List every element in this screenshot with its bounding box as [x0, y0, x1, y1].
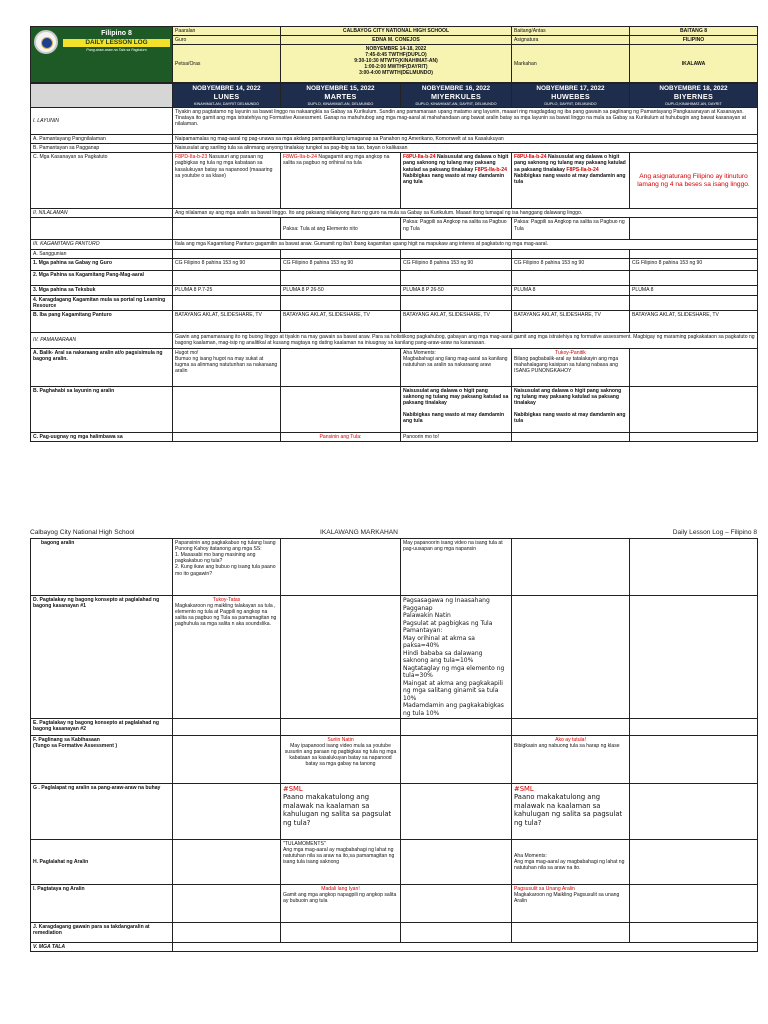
iba-pang-kagamitan-day-4: BATAYANG AKLAT, SLIDESHARE, TV — [512, 310, 630, 332]
teksbuk-label: 3. Mga pahina sa Teksbuk — [31, 285, 173, 295]
kasanayan-label: C. Mga Kasanayan sa Pagkatuto — [31, 153, 173, 209]
markahan-label: Markahan — [512, 45, 630, 83]
logo-block — [31, 27, 173, 83]
paglalapat-label: G . Paglalapat ng aralin sa pang-araw-araw na buhay — [31, 784, 173, 840]
iba-pang-kagamitan-day-3: BATAYANG AKLAT, SLIDESHARE, TV — [401, 310, 512, 332]
page-1 — [30, 26, 757, 442]
paaralan-value: CALBAYOG CITY NATIONAL HIGH SCHOOL — [281, 27, 512, 36]
pag-uugnay-day-4 — [512, 432, 630, 441]
konsepto-1-label: D. Pagtalakay ng bagong konsepto at paglalahad ng bagong kasanayan #1 — [31, 596, 173, 719]
asignatura-value: FILIPINO — [630, 36, 758, 45]
nilalaman-blank — [31, 218, 173, 240]
quarter-name: IKALAWANG MARKAHAN — [320, 529, 398, 536]
kasanayan-day-5: Ang asignaturang Filipino ay itinuturo lamang ng 4 na beses sa isang linggo. — [630, 153, 758, 209]
dll-header-table — [30, 26, 758, 83]
kasanayan-day-3: F8PU-IIa-b-24 Naisusulat ang dalawa o higit pang saknong ng tulang may paksang katulad sa paksang tinalakay F8PS-IIa-b-24 Nabibigkas nang wasto at may damdamin ang tula — [401, 153, 512, 209]
takdang-aralin-label: J. Karagdagang gawain para sa takdangaralin at remediation — [31, 923, 173, 943]
pagtataya-day-3 — [401, 885, 512, 923]
kabihasaan-label: F. Paglinang sa Kabihasaan (Tungo sa Formative Assessment ) — [31, 736, 173, 784]
konsepto-1-day-3: Pagsasagawa ng Inaasahang Pagganap Palawakin Natin Pagsulat at pagbigkas ng Tula Pamantayan: May orihinal at akma sa paksa=40% Hindi bababa sa dalawang saknong ang tula=10% Nagtataglay ng mga elemento ng tula=30% Maingat at akma ang pagkakapili ng mga salitang ginamit sa tula 10% Madamdamin ang pagkakabigkas ng tula 10% — [401, 596, 512, 719]
kabihasaan-day-3 — [401, 736, 512, 784]
pag-uugnay-day-3: Panoorin mo to! — [401, 432, 512, 441]
kagamitan-label: III. KAGAMITANG PANTURO — [31, 240, 173, 249]
paglalapat-day-1 — [173, 784, 281, 840]
balik-aral-day-4: Tukoy-Panitik Bilang pagbabalik-aral ay tatalakayin ang mga mahahalagang kaisipan sa tulang nabasa ang ISANG PUNONGKAHOY — [512, 348, 630, 386]
pagtataya-day-1 — [173, 885, 281, 923]
petsa-value: NOBYEMBRE 14-18, 2022 7:45-8:45 TWTHF(DUPLO) 9:30-10:30 MTWTF(KINAHIMAT-AN) 1:00-2:00 MWTHF(DAYRIT) 3:00-4:00 MTWTH(DELMUNDO) — [281, 45, 512, 83]
layunin-label: I. LAYUNIN — [31, 108, 173, 135]
bagong-aralin-day-2 — [281, 539, 401, 596]
kabihasaan-day-1 — [173, 736, 281, 784]
petsa-label: Petsa/Oras — [173, 45, 281, 83]
balik-aral-day-3: Aha Moments: Magbabahagi ang ilang mag-aaral sa kanilang natutuhan sa aralin sa nakaraang araw — [401, 348, 512, 386]
paaralan-label: Paaralan — [173, 27, 281, 36]
dll-subtitle: DAILY LESSON LOG — [63, 39, 170, 47]
pag-uugnay-day-2: Pansinin ang Tula: — [281, 432, 401, 441]
balik-aral-day-2 — [281, 348, 401, 386]
paglalapat-day-3 — [401, 784, 512, 840]
nilalaman-day-5 — [630, 218, 758, 240]
sanggunian-label: A. Sanggunian — [31, 249, 173, 258]
kasanayan-day-4: F8PU-IIa-b-24 Naisusulat ang dalawa o higit pang saknong ng tulang may paksang katulad sa paksang tinalakay F8PS-IIa-b-24 Nabibigkas nang wasto at may damdamin ang tula — [512, 153, 630, 209]
bagong-aralin-label: bagong aralin — [31, 539, 173, 596]
gabay-guro-label: 1. Mga pahina sa Gabay ng Guro — [31, 258, 173, 270]
paghahabi-day-4: Naisusulat ang dalawa o higit pang saknong ng tulang may paksang katulad sa paksang tinalakay Nabibigkas nang wasto at may damdamin ang tula — [512, 386, 630, 432]
dll-title: Filipino 8 — [101, 30, 132, 37]
gabay-guro-day-3: CG Filipino 8 pahina 153 ng 90 — [401, 258, 512, 270]
paglalahat-day-4: Aha Moments: Ang mga mag-aaral ay magbabahagi ng lahat ng natutuhan nila sa araw na ito. — [512, 840, 630, 885]
pagtataya-label: I. Pagtataya ng Aralin — [31, 885, 173, 923]
iba-pang-kagamitan-day-1: BATAYANG AKLAT, SLIDESHARE, TV — [173, 310, 281, 332]
nilalaman-label: II. NILALAMAN — [31, 209, 173, 218]
paglalapat-day-4: #SML Paano makakatulong ang malawak na kaalaman sa kahulugan ng salita sa pagsulat ng tula? — [512, 784, 630, 840]
asignatura-label: Asignatura — [512, 36, 630, 45]
pagtataya-day-5 — [630, 885, 758, 923]
pamantayan-pagganap-text: Naisusulat ang sariling tula sa alinmang anyong tinalakay tungkol sa pag-ibig sa tao, bayan o kalikasan — [173, 144, 758, 153]
balik-aral-day-1: Hugot mo! Bumuo ng isang hugot na may sukat at tugma sa alinmang natutunhan sa nakaraang aralin — [173, 348, 281, 386]
paglalapat-day-2: #SML Paano makakatulong ang malawak na kaalaman sa kahulugan ng salita sa pagsulat ng tula? — [281, 784, 401, 840]
iba-pang-kagamitan-day-5: BATAYANG AKLAT, SLIDESHARE, TV — [630, 310, 758, 332]
gabay-guro-day-5: CG Filipino 8 pahina 153 ng 90 — [630, 258, 758, 270]
pag-uugnay-day-1 — [173, 432, 281, 441]
paglalahat-day-3 — [401, 840, 512, 885]
day-header-4: NOBYEMBRE 17, 2022 HUWEBES DUPLO, DAYRIT, DELMUNDO — [512, 84, 630, 108]
log-name: Daily Lesson Log – Filipino 8 — [672, 529, 757, 536]
nilalaman-day-3: Paksa: Pagpili sa Angkop na salita sa Pagbuo ng Tula — [401, 218, 512, 240]
paglalahat-label: H. Paglalahat ng Aralin — [31, 840, 173, 885]
gabay-guro-day-1: CG Filipino 8 pahina 153 ng 90 — [173, 258, 281, 270]
konsepto-1-day-5 — [630, 596, 758, 719]
paghahabi-day-5 — [630, 386, 758, 432]
baitang-label: Baitang/Antas — [512, 27, 630, 36]
balik-aral-label: A. Balik- Aral sa nakaraang aralin at/o pagsisimula ng bagong aralin. — [31, 348, 173, 386]
bagong-aralin-day-1: Papansinin ang pagkakabuo ng tulang Isang Punong Kahoy itatanong ang mga SS: 1. Masasabi mo bang masining ang pagkakabuo ng tula? 2. Kung ikaw ang bubuo ng isang tula paano mo ito gagawin? — [173, 539, 281, 596]
bagong-aralin-day-4 — [512, 539, 630, 596]
guro-value: EDNA M. CONEJOS — [281, 36, 512, 45]
kabihasaan-day-4: Ako ay tutula! Bibigkasin ang nabuong tula sa harap ng klase — [512, 736, 630, 784]
kagamitang-mag-aaral-label: 2. Mga Pahina sa Kagamitang Pang-Mag-aaral — [31, 270, 173, 285]
paghahabi-day-2 — [281, 386, 401, 432]
mga-tala-label: V. MGA TALA — [31, 943, 173, 952]
pamantayang-pangnilalaman-text: Naipamamalas ng mag-aaral ng pag-unawa sa mga akdang pampanitikang lumaganap sa Panahon ng Amerikano, Komonwelt at sa Kasalukuyan — [173, 135, 758, 144]
dll-tagline: Pang-araw-araw na Tala sa Pagtuturo — [86, 48, 147, 53]
dll-body-table-2 — [30, 538, 758, 952]
teksbuk-day-2: PLUMA 8 P 26-50 — [281, 285, 401, 295]
kasanayan-day-1: F8PD-IIa-b-23 Nasusuri ang paraan ng pagbigkas ng tula ng mga kabataan sa kasalukuyan batay sa napanood (maaaring sa youtube o sa klase) — [173, 153, 281, 209]
pagtataya-day-2: Madali lang Iyan! Gamit ang mga angkop napagpili ng angkop salita ay bubuoin ang tula — [281, 885, 401, 923]
kabihasaan-day-5 — [630, 736, 758, 784]
bagong-aralin-day-3: May papanoorin isang video na isang tula at pag-uusapan ang mga napansin — [401, 539, 512, 596]
nilalaman-day-2: Paksa: Tula at ang Elemento nito — [281, 218, 401, 240]
paghahabi-day-1 — [173, 386, 281, 432]
layunin-text: Tiyakin ang pagtatamo ng layunin sa bawat linggo na nakaangkla sa Gabay sa Kurikulum. Sundin ang pamamaraan upang matamo ang layunin, maaari ring magdagdag ng iba pang gawain sa paglinang ng Pamantayang Pangkasanayan at Kasanayan. Tinataya ito gamit ang mga istratehiya ng Formative Assessment. Ganap na mahuhubog ang mga mag-aaral at mahahandaan ang bawat aralin batay sa mga layunin sa bawat linggo na mula sa Gabay sa Kurikulum at huhubugin ang bawat kasanayan at nilalaman. — [173, 108, 758, 135]
day-header-2: NOBYEMBRE 15, 2022 MARTES DUPLO, KINAHIMAT-AN, DELMUNDO — [281, 84, 401, 108]
pag-uugnay-label: C. Pag-uugnay ng mga halimbawa sa — [31, 432, 173, 441]
school-name: Calbayog City National High School — [30, 529, 135, 536]
pamamaraan-text: Gawin ang pamamaraang ito ng buong linggo at tiyakin na may gawain sa bawat araw. Para sa holistikong pagkahubog, gabayan ang mga mag-aaral gamit ang mga istratehiya ng formative assessment. Magbigay ng maraming pagkakataon sa pagkatuto ng bagong kaalaman, mag-isip ng analitikal at kusang magtaya ng dating kaalaman na iniuugnay sa kanilang pang-araw-araw na karanasan. — [173, 332, 758, 348]
konsepto-2-label: E. Pagtalakay ng bagong konsepto at paglalahad ng bagong kasanayan #2 — [31, 719, 173, 736]
teksbuk-day-3: PLUMA 8 P 26-50 — [401, 285, 512, 295]
pamantayang-pangnilalaman-label: A. Pamantayang Pangnilalaman — [31, 135, 173, 144]
kasanayan-day-2: F8WG-IIa-b-24 Nagagamit ang mga angkop na salita sa pagbuo ng orihinal na tula — [281, 153, 401, 209]
markahan-value: IKALAWA — [630, 45, 758, 83]
guro-label: Guro — [173, 36, 281, 45]
pamantayan-pagganap-label: B. Pamantayan sa Pagganap — [31, 144, 173, 153]
kagamitan-text: Itala ang mga Kagamitang Panturo gagamitin sa bawat araw. Gumamit ng iba't ibang kagamitan upang higit na mapukaw ang interes at pagkatuto ng mga mag-aaral. — [173, 240, 758, 249]
bagong-aralin-day-5 — [630, 539, 758, 596]
paglalahat-day-1 — [173, 840, 281, 885]
mga-tala-value — [173, 943, 758, 952]
pagtataya-day-4: Pagsusulit sa Unang Aralin Magkakaroon ng Maikling Pagsusulit sa unang Aralin — [512, 885, 630, 923]
konsepto-1-day-4 — [512, 596, 630, 719]
kabihasaan-day-2: Suriin Natin May ipapanood isang video mula sa youtube susuriin ang paraan ng pagbigkas ng tula ng mga kabataan sa kasalukuyan batay sa napanood batay sa mga gabay na tanong — [281, 736, 401, 784]
konsepto-1-day-2 — [281, 596, 401, 719]
teksbuk-day-1: PLUMA 8 P.7-25 — [173, 285, 281, 295]
paglalapat-day-5 — [630, 784, 758, 840]
learning-resource-label: 4. Karagdagang Kagamitan mula sa portal ng Learning Resource — [31, 295, 173, 310]
baitang-value: BAITANG 8 — [630, 27, 758, 36]
nilalaman-day-4: Paksa: Pagpili sa Angkop na salita sa Pagbuo ng Tula — [512, 218, 630, 240]
dll-body-table — [30, 83, 758, 442]
day-header-blank — [31, 84, 173, 108]
balik-aral-day-5 — [630, 348, 758, 386]
teksbuk-day-4: PLUMA 8 — [512, 285, 630, 295]
gabay-guro-day-2: CG Filipino 8 pahina 153 ng 90 — [281, 258, 401, 270]
day-header-1: NOBYEMBRE 14, 2022 LUNES KINAHIMAT-AN, DAYRIT DELMUNDO — [173, 84, 281, 108]
nilalaman-text: Ang nilalaman ay ang mga aralin sa bawat linggo. Ito ang paksang nilalayong ituro ng guro na mula sa Gabay sa Kurikulum. Maaari itong tumagal ng isa hanggang dalawang linggo. — [173, 209, 758, 218]
paglalahat-day-5 — [630, 840, 758, 885]
pag-uugnay-day-5 — [630, 432, 758, 441]
iba-pang-kagamitan-label: B. Iba pang Kagamitang Panturo — [31, 310, 173, 332]
paghahabi-label: B. Paghahabi sa layunin ng aralin — [31, 386, 173, 432]
day-header-3: NOBYEMBRE 16, 2022 MIYERKULES DUPLO, KINAHIMAT-AN, DAYRIT, DELMUNDO — [401, 84, 512, 108]
nilalaman-day-1 — [173, 218, 281, 240]
iba-pang-kagamitan-day-2: BATAYANG AKLAT, SLIDESHARE, TV — [281, 310, 401, 332]
deped-seal-icon — [34, 30, 58, 54]
pamamaraan-label: IV. PAMAMARAAN — [31, 332, 173, 348]
konsepto-1-day-1: Tukoy-Tatas Magkakaroon ng maikling talakayan sa tula , elemento ng tula at Pagpili ng angkop na salita sa pagbuo ng Tula sa pamamagitan ng paghuhula sa mga salita n aka soundslika. — [173, 596, 281, 719]
day-header-5: NOBYEMBRE 18, 2022 BIYERNES DUPLO,KINAHIMAT-AN, DAYRIT — [630, 84, 758, 108]
paghahabi-day-3: Naisusulat ang dalawa o higit pang saknong ng tulang may paksang katulad sa paksang tinalakay Nabibigkas nang wasto at may damdamin ang tula — [401, 386, 512, 432]
page-2 — [30, 538, 757, 952]
gabay-guro-day-4: CG Filipino 8 pahina 153 ng 90 — [512, 258, 630, 270]
teksbuk-day-5: PLUMA 8 — [630, 285, 758, 295]
paglalahat-day-2: "TULAMOMENTS" Ang mga mag-aaral ay magbabahagi ng lahat ng natutuhan nila sa araw na ito,sa pamamagitan ng isang tula isang saknong — [281, 840, 401, 885]
